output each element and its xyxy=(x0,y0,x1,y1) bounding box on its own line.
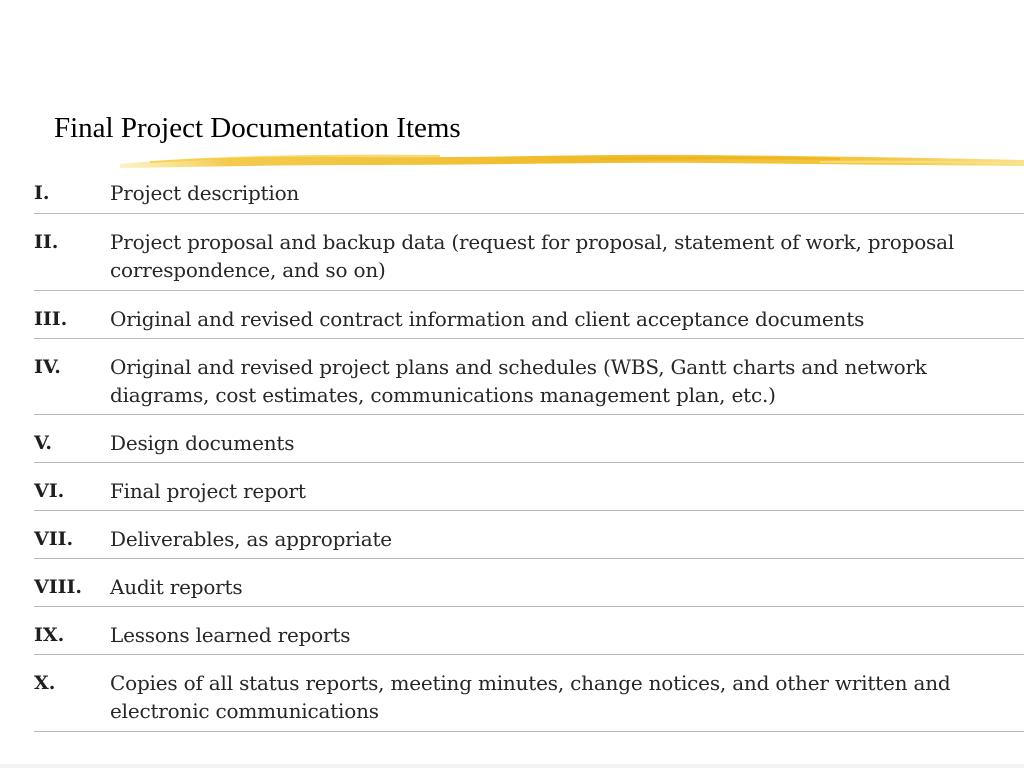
item-number: VII. xyxy=(34,528,74,550)
slide-title: Final Project Documentation Items xyxy=(54,112,461,144)
item-number: III. xyxy=(34,308,68,330)
item-number: IV. xyxy=(34,356,61,378)
table-row xyxy=(34,176,1024,214)
item-number: X. xyxy=(34,672,56,694)
item-number: I. xyxy=(34,182,50,204)
item-number: IX. xyxy=(34,624,65,646)
item-text: Project description xyxy=(110,181,300,205)
item-text: Design documents xyxy=(110,431,295,455)
item-text: Copies of all status reports, meeting minutes, change notices, and other written and electronic communications xyxy=(110,671,951,723)
item-number: VI. xyxy=(34,480,65,502)
table-row xyxy=(34,655,1024,732)
table-row xyxy=(34,214,1024,291)
item-text: Lessons learned reports xyxy=(110,623,351,647)
table-row xyxy=(34,291,1024,339)
table-row xyxy=(34,339,1024,415)
item-number: II. xyxy=(34,231,59,253)
table-row xyxy=(34,559,1024,607)
item-text: Final project report xyxy=(110,479,306,503)
item-text: Deliverables, as appropriate xyxy=(110,527,392,551)
table-row xyxy=(34,463,1024,511)
item-text: Original and revised contract information and client acceptance documents xyxy=(110,307,865,331)
table-row xyxy=(34,511,1024,559)
item-number: VIII. xyxy=(34,576,83,598)
item-number: V. xyxy=(34,432,53,454)
item-text: Original and revised project plans and schedules (WBS, Gantt charts and network diagrams, cost estimates, communications management plan, etc.) xyxy=(110,355,927,407)
item-text: Project proposal and backup data (request for proposal, statement of work, proposal correspondence, and so on) xyxy=(110,230,955,282)
title-underline-brush xyxy=(120,148,1024,176)
table-row xyxy=(34,415,1024,463)
documentation-items-table xyxy=(34,176,1024,732)
item-text: Audit reports xyxy=(110,575,243,599)
footer-divider xyxy=(0,764,1024,768)
table-row xyxy=(34,607,1024,655)
